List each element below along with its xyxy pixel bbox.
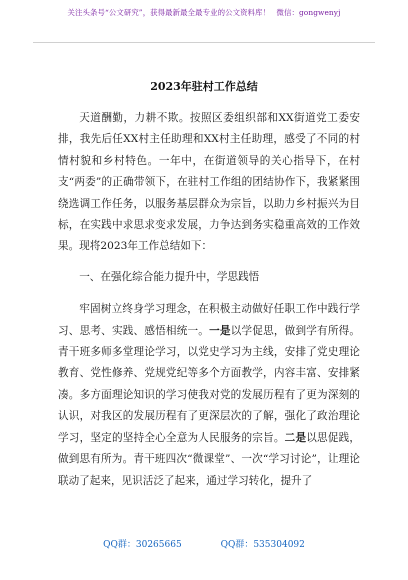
footer bbox=[0, 537, 408, 550]
footer-qq-group-1: QQ群：30265665 bbox=[103, 540, 182, 550]
body-text-a: 牢固树立终身学习理念，在积极主动做好任职工作中践行学习、思考、实践、感悟相统一。 bbox=[58, 303, 360, 337]
intro-paragraph: 天道酬勤，力耕不欺。按照区委组织部和XX街道党工委安排，我先后任XX村主任助理和XX村主任助理，感受了不同的村情村貌和乡村特色。一年中，在街道领导的关心指导下，在村支“两委”的正确带领下，在驻村工作组的团结协作下，我紧紧围绕选调工作任务，以服务基层群众为宗旨，以助力乡村振兴为目标，在实践中求思求变求发展，力争达到务实稳重高效的工作效果。现将2023年工作总结如下： bbox=[58, 112, 360, 253]
footer-qq-group-2: QQ群：535304092 bbox=[220, 540, 305, 550]
document-body bbox=[58, 108, 360, 492]
body-text-e: 以思促践，做到思有所为。青干班四次“微课堂”、一次“学习讨论”，让理论联动了起来，见识活泛了起来，通过学习转化，提升了 bbox=[58, 431, 361, 487]
body-text-c: 以学促思，做到学有所得。青干班多师多堂理论学习，以党史学习为主线，安排了党史理论教育、党性修养、党规党纪等多个方面教学，内容丰富、安排紧凑。多方面理论知识的学习使我对党的发展历程有了更为深刻的认识，对我区的发展历程有了更深层次的了解，强化了政治理论学习，坚定的坚持全心全意为人民服务的宗旨。 bbox=[58, 324, 361, 444]
header-divider bbox=[33, 42, 375, 43]
header-text-wechat: 微信：gongwenyj bbox=[276, 8, 341, 17]
point-two-label: 二是 bbox=[284, 431, 307, 444]
section-heading: 一、在强化综合能力提升中，学思践悟 bbox=[79, 270, 260, 283]
header-text-main: 关注头条号“公文研究”，获得最新最全最专业的公文资料库！ bbox=[67, 8, 271, 17]
header-banner bbox=[0, 7, 408, 18]
body-paragraph bbox=[58, 299, 360, 492]
point-one-label: 一是 bbox=[209, 324, 231, 337]
document-title: 2023年驻村工作总结 bbox=[150, 80, 258, 93]
